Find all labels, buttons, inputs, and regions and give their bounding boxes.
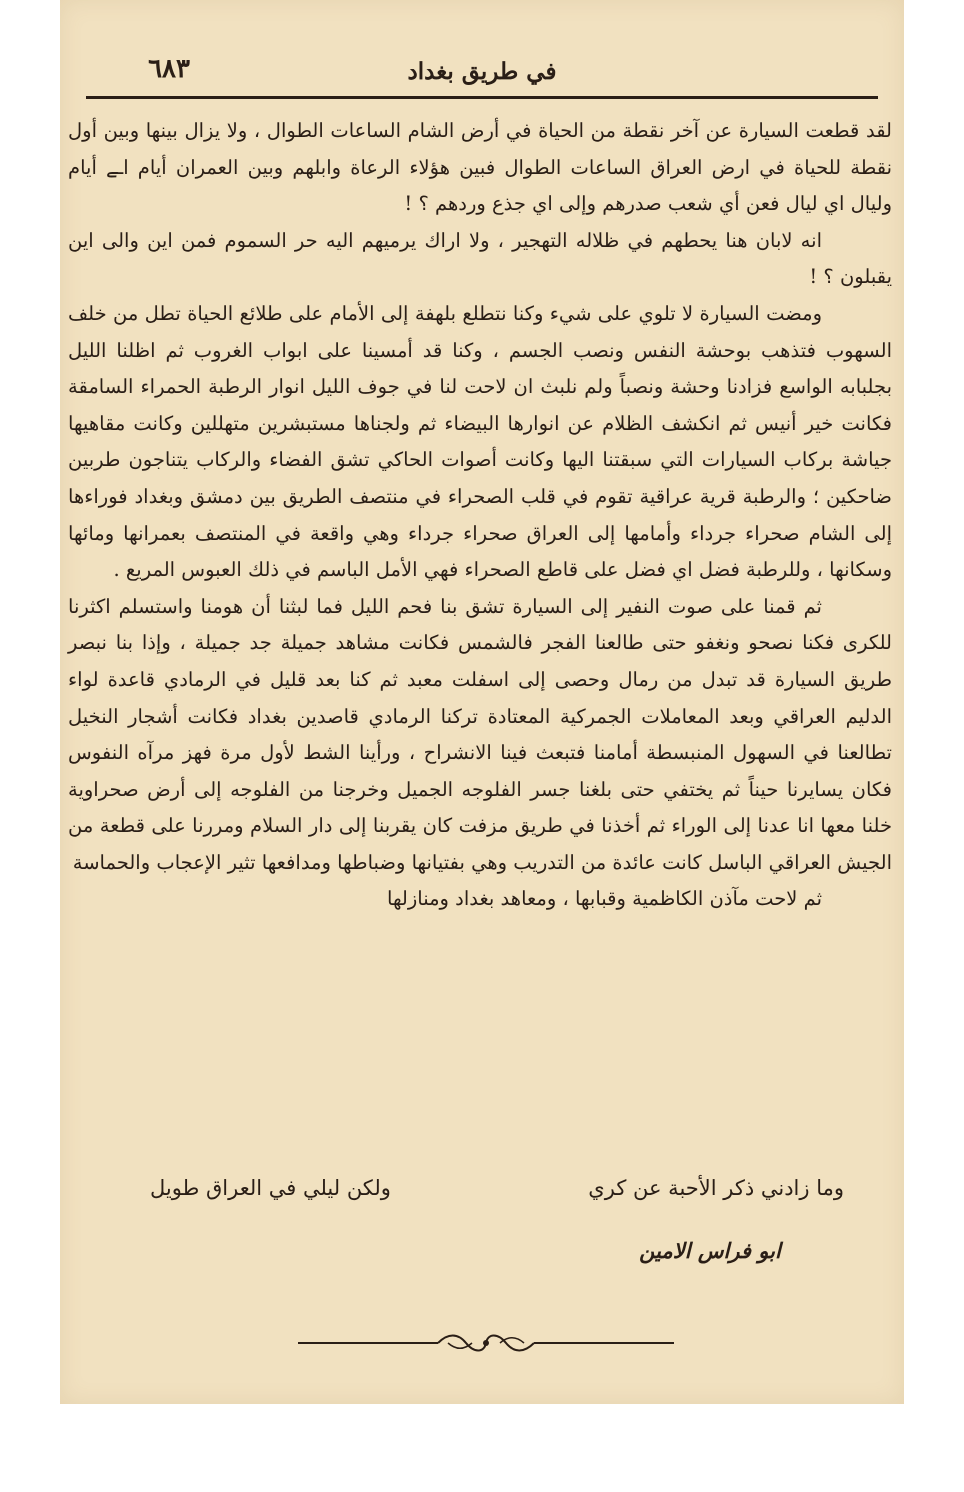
verse-first-hemistich: وما زادني ذكر الأحبة عن كري bbox=[588, 1176, 844, 1200]
paragraph-1: لقد قطعت السيارة عن آخر نقطة من الحياة في أرض الشام الساعات الطوال ، ولا يزال بينها وبين أول نقطة للحياة في ارض العراق الساعات الطوال فبين هؤلاء الرعاة وابلهم وبين العمران أيام اـے أيام وليال اي ليال فعن أي شعب صدرهم وإلى اي جذع وردهم ؟ ! bbox=[68, 119, 892, 216]
paragraph-3: ومضت السيارة لا تلوي على شيء وكنا نتطلع بلهفة إلى الأمام على طلائع الحياة تطل من خلف السهوب فتذهب بوحشة النفس ونصب الجسم ، وكنا قد أمسينا على ابواب الغروب ثم اظلنا الليل بجلبابه الواسع فزادنا وحشة ونصباً ولم نلبث ان لاحت لنا في جوف الليل انوار الرطبة الحمراء السامقة فكانت خير أنيس ثم انكشف الظلام عن انوارها البيضاء ثم ولجناها مستبشرين متهللين وكانت مقاهيها جياشة بركاب السيارات التي سبقتنا اليها وكانت أصوات الحاكي تشق الفضاء والركاب يتناجون طربين ضاحكين ؛ والرطبة قرية عراقية تقوم في قلب الصحراء في منتصف الطريق بين دمشق وبغداد فوراءها إلى الشام صحراء جرداء وأمامها إلى العراق صحراء جرداء وهي واقعة في المنتصف بعمرانها ومائها وسكانها ، وللرطبة فضل اي فضل على قاطع الصحراء فهي الأمل الباسم في ذلك العبوس المريع . bbox=[68, 301, 892, 582]
author-signature: ابو فراس الامين bbox=[639, 1238, 781, 1263]
poetry-verse bbox=[150, 1176, 844, 1216]
header-rule bbox=[86, 96, 878, 99]
ornamental-divider bbox=[298, 1328, 674, 1358]
paragraph-5: ثم لاحت مآذن الكاظمية وقبابها ، ومعاهد بغداد ومنازلها bbox=[387, 887, 822, 911]
running-title: في طريق بغداد bbox=[407, 58, 557, 85]
book-page bbox=[60, 0, 904, 1404]
verse-second-hemistich: ولكن ليلي في العراق طويل bbox=[150, 1176, 391, 1200]
page-header bbox=[84, 50, 880, 90]
paragraph-4: ثم قمنا على صوت النفير إلى السيارة تشق بنا فحم الليل فما لبثنا أن هومنا واستسلم اكثرنا للكرى فكنا نصحو ونغفو حتى طالعنا الفجر فالشمس فكانت مشاهد جميلة جد جميلة ، وإذا بنا نبصر طريق السيارة قد تبدل من رمال وحصى إلى اسفلت معبد ثم كنا بعد قليل في الرمادي قاعدة لواء الدليم العراقي وبعد المعاملات الجمركية المعتادة تركنا الرمادي قاصدين بغداد فكانت أشجار النخيل تطالعنا في السهول المنبسطة أمامنا فتبعث فينا الانشراح ، ورأينا الشط لأول مرة فهز مرآه النفوس فكان يسايرنا حيناً ثم يختفي حتى بلغنا جسر الفلوجه الجميل وخرجنا من الفلوجه إلى أرض صحراوية خلنا معها انا عدنا إلى الوراء ثم أخذنا في طريق مزفت كان يقربنا إلى دار السلام ومررنا على قطعة من الجيش العراقي الباسل كانت عائدة من التدريب وهي بفتيانها وضباطها ومدافعها تثير الإعجاب والحماسة bbox=[68, 594, 892, 874]
article-body bbox=[68, 113, 892, 918]
page-number: ٦٨٣ bbox=[148, 54, 190, 84]
paragraph-2: انه لابان هنا يحطهم في ظلاله التهجير ، ولا اراك يرميهم اليه حر السموم فمن اين والى اين يقبلون ؟ ! bbox=[68, 228, 892, 289]
